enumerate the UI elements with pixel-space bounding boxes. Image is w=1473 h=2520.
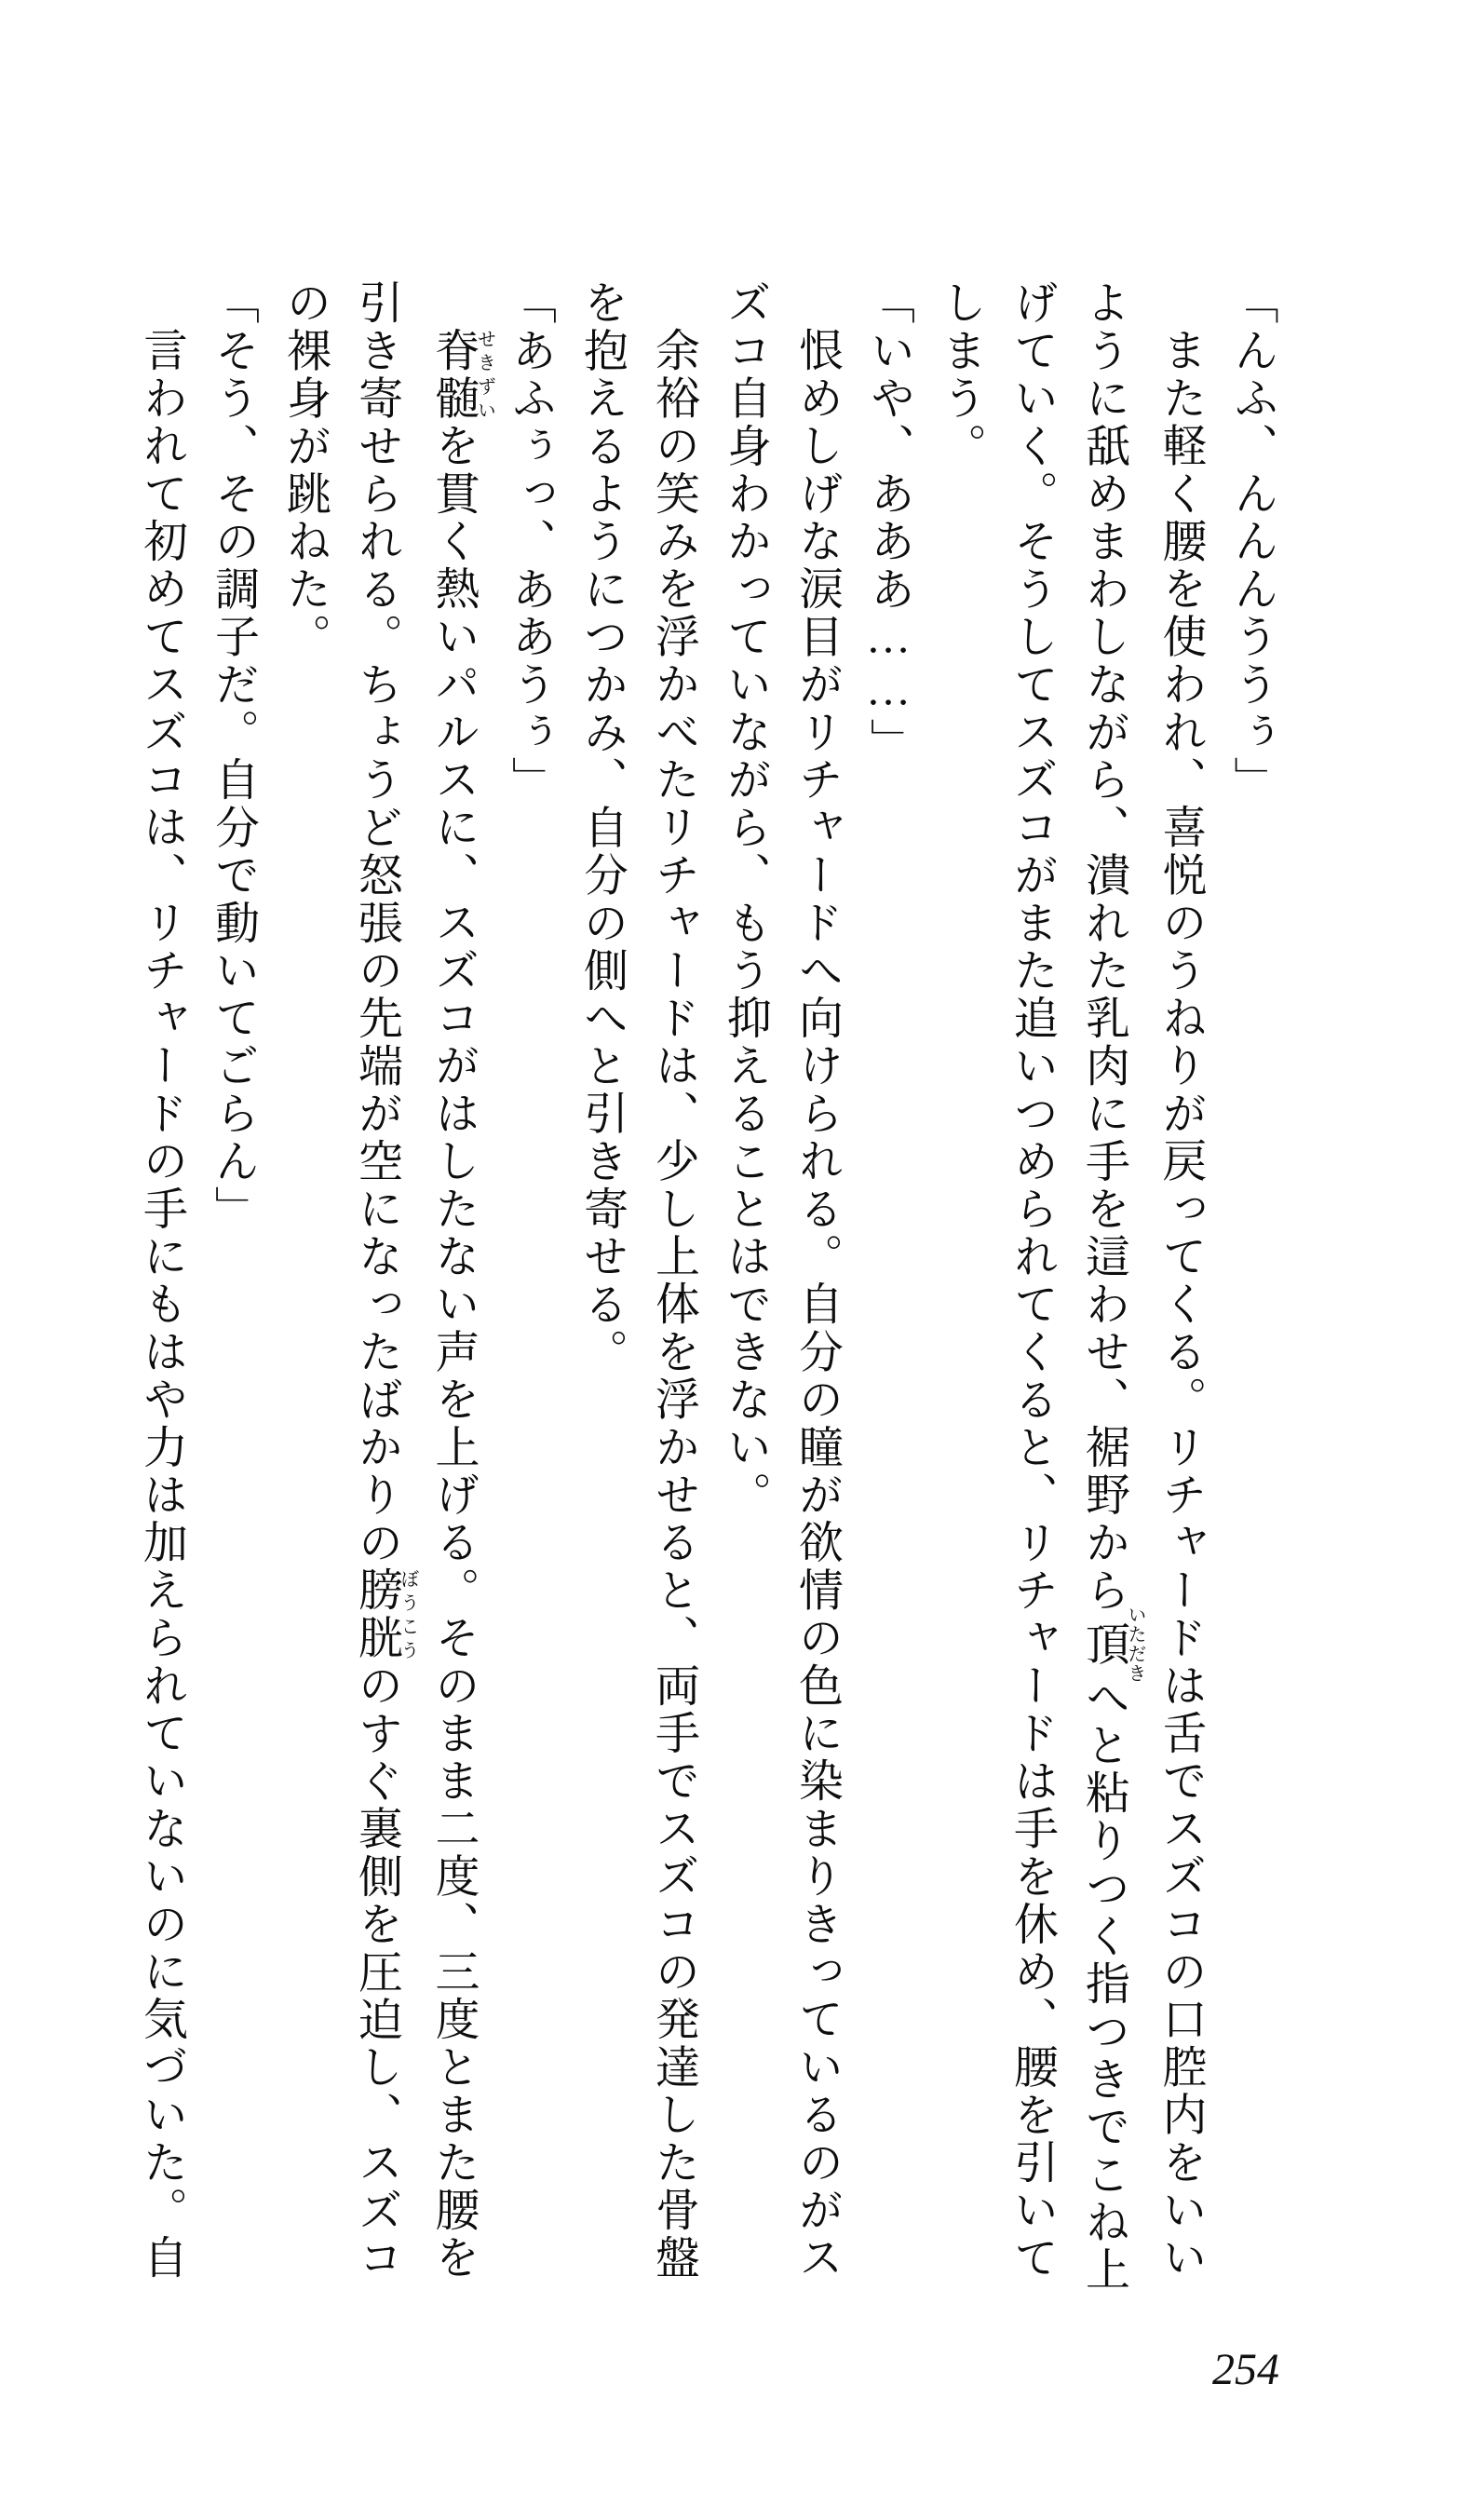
text-column: ように舐めまわしながら、潰れた乳肉に手を這わせ、裾野から頂いただきへと粘りつく指つきでこね上 <box>1078 279 1145 2295</box>
furigana: ぼうこう <box>398 1566 418 1662</box>
text-column: 余裕の笑みを浮かべたリチャードは、少し上体を浮かせると、両手でスズコの発達した骨盤 <box>648 327 698 2283</box>
text-column: 言われて初めてスズコは、リチャードの手にもはや力は加えられていないのに気づいた。自 <box>136 327 186 2283</box>
page-number: 254 <box>1212 2345 1279 2394</box>
text-column: ズコ自身わかっていながら、もう抑えることはできない。 <box>720 279 770 1520</box>
ruby-annotated-word: 脊髄せきずい <box>428 327 495 423</box>
text-column: 「あふぅっ、ああうぅ」 <box>505 279 555 805</box>
text-column: の裸身が跳ねた。 <box>279 279 330 661</box>
text-block <box>136 279 1288 2300</box>
text-column: を抱えるようにつかみ、自分の側へと引き寄せる。 <box>576 279 627 1376</box>
text-column: げていく。そうしてスズコがまた追いつめられてくると、リチャードは手を休め、腰を引いて <box>1007 279 1057 2283</box>
text-column: 脊髄せきずいを貫く熱いパルスに、スズコがはしたない声を上げる。そのまま二度、三度とまた腰を <box>428 327 495 2283</box>
text-column: 「そう、その調子だ。自分で動いてごらん」 <box>208 279 258 1233</box>
ruby-annotated-word: 頂いただき <box>1078 1605 1145 1684</box>
text-column: 引き寄せられる。ちょうど怒張の先端が空になったばかりの膀胱ぼうこうのすぐ裏側を圧迫し、スズコ <box>351 279 418 2283</box>
ruby-annotated-word: 膀胱ぼうこう <box>351 1566 418 1662</box>
furigana: せきずい <box>474 327 495 423</box>
text-column: 「いや、あああ……」 <box>863 279 913 765</box>
text-column: 「んふ、んんんううぅ」 <box>1227 279 1277 805</box>
text-column: 恨めしげな涙目がリチャードへ向けられる。自分の瞳が欲情の色に染まりきっているのがス <box>791 327 842 2283</box>
furigana: いただき <box>1125 1605 1145 1684</box>
text-column: また軽く腰を使われ、喜悦のうねりが戻ってくる。リチャードは舌でスズコの口腔内をいい <box>1155 327 1205 2283</box>
text-column: しまう。 <box>935 279 985 470</box>
